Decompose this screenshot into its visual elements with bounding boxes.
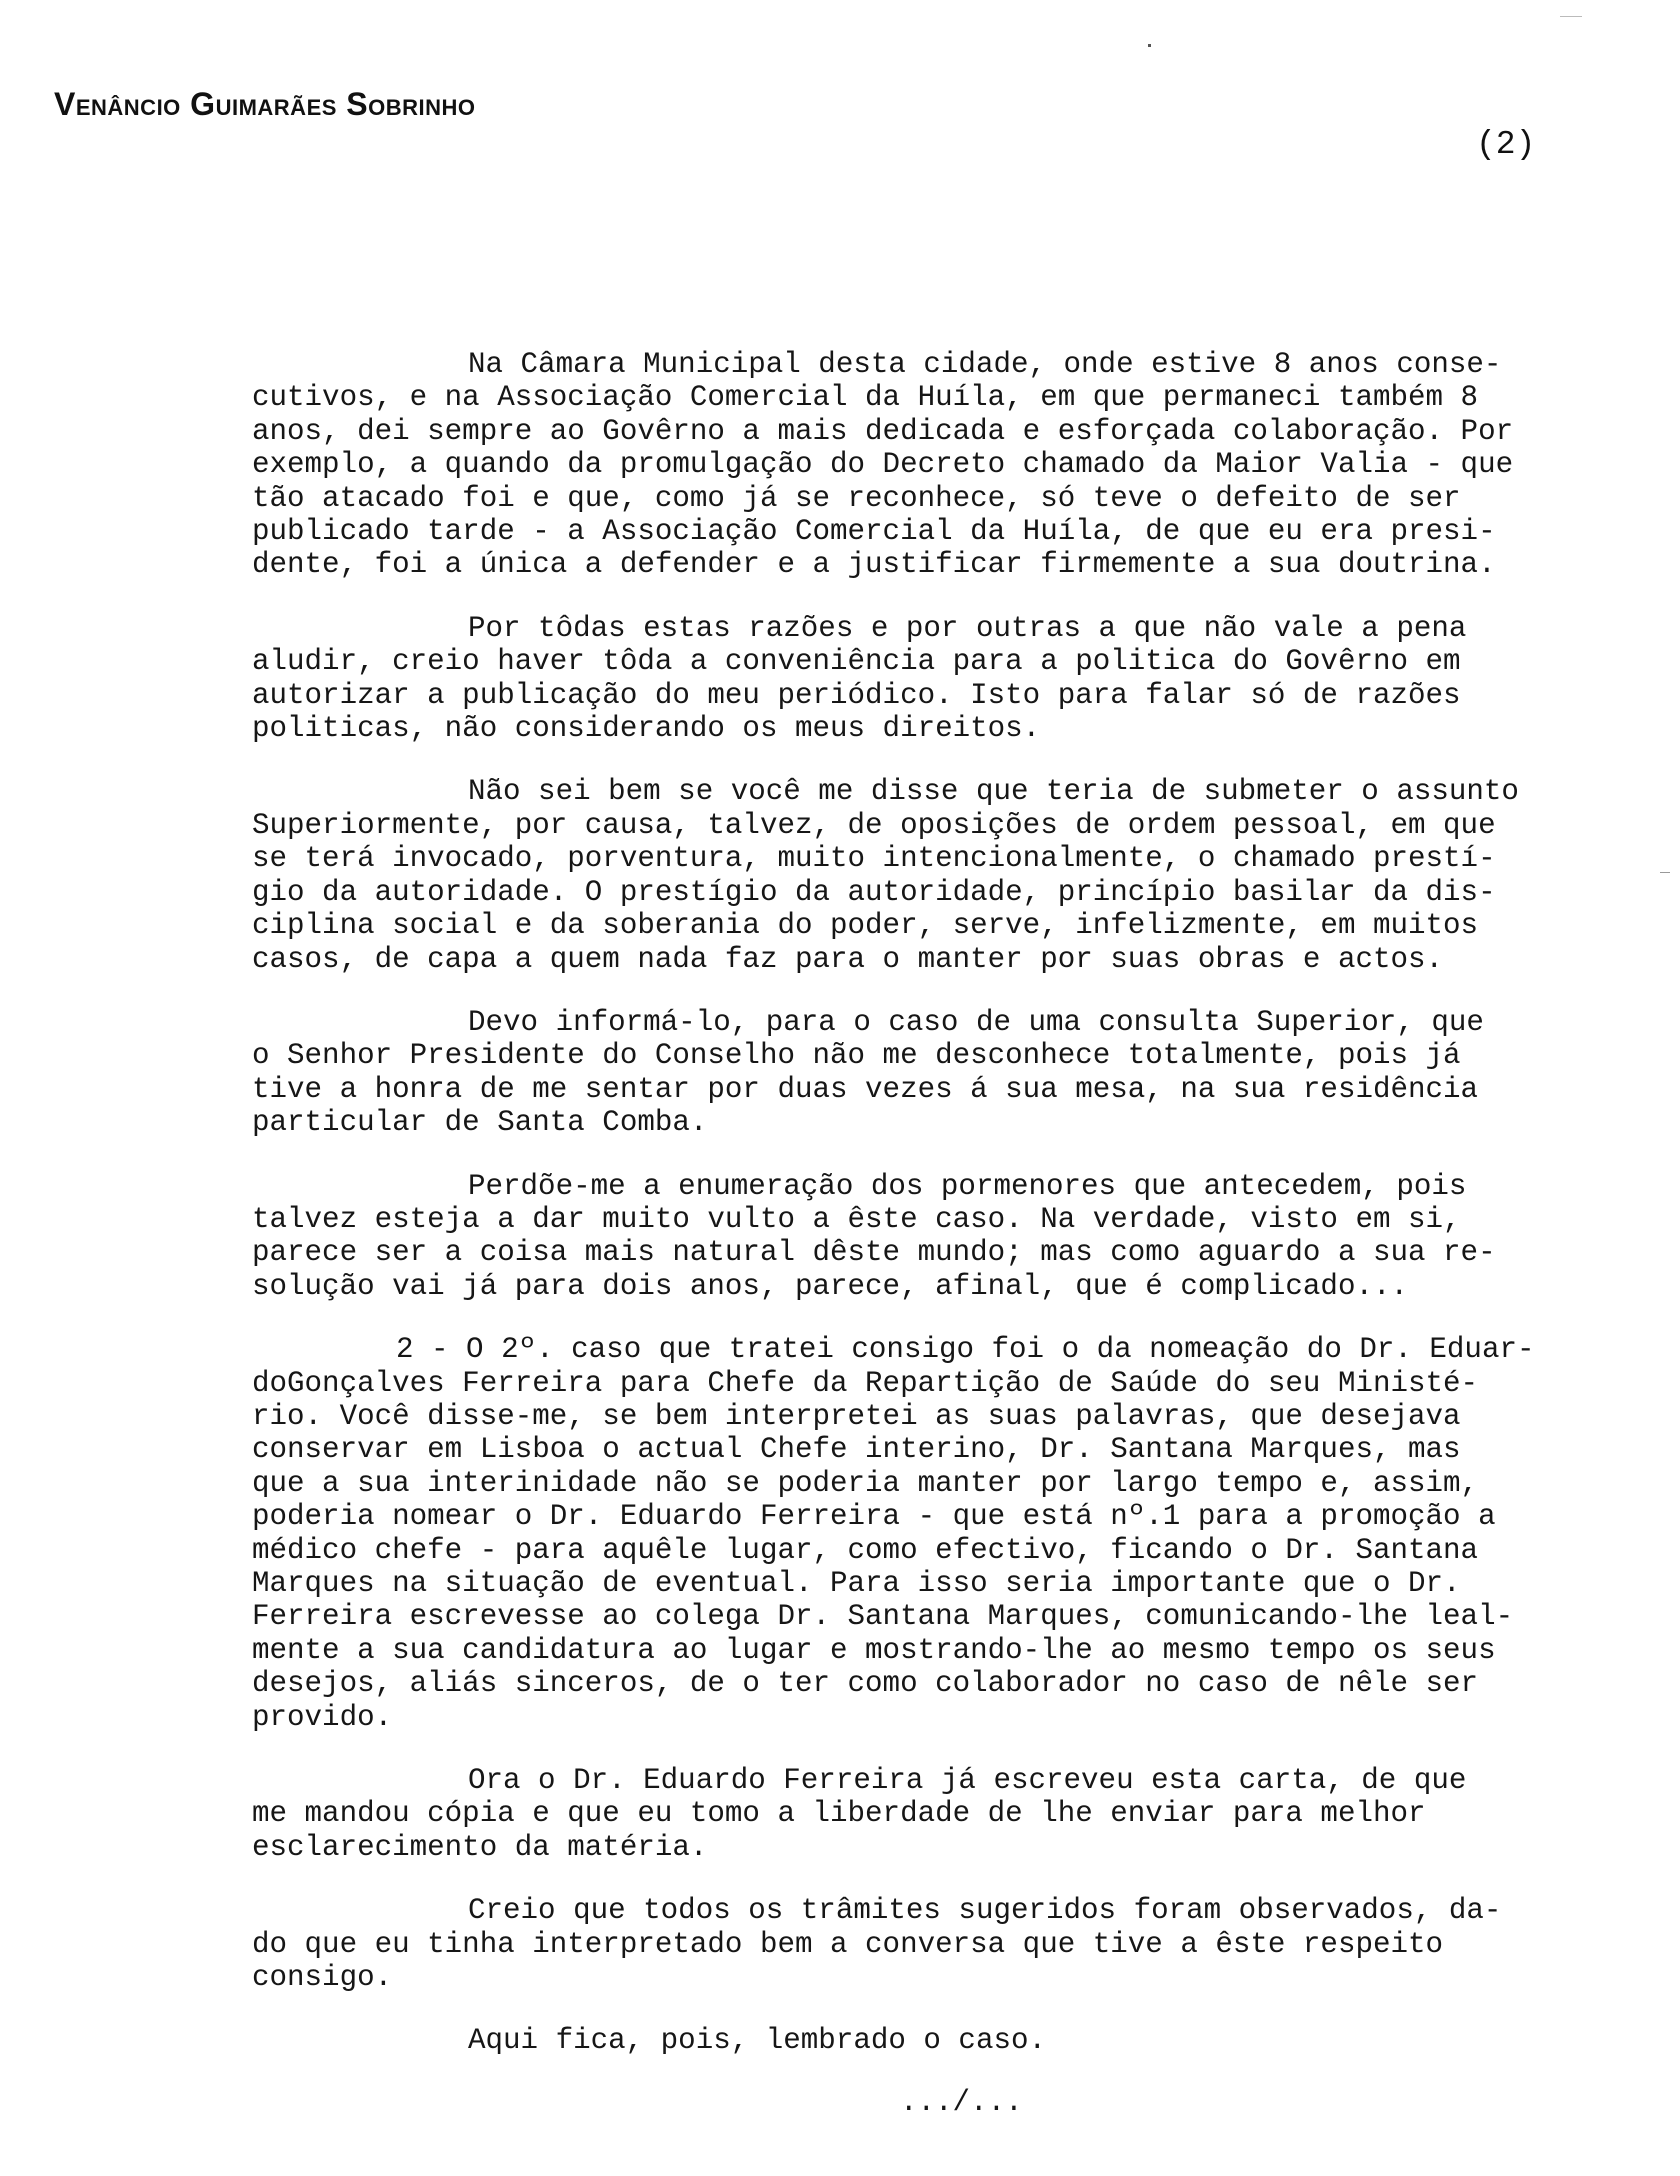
text-line: o Senhor Presidente do Conselho não me desconhece totalmente, pois já xyxy=(252,1039,1461,1073)
text-line: poderia nomear o Dr. Eduardo Ferreira - que está nº.1 para a promoção a xyxy=(252,1500,1496,1534)
text-line: Devo informá-lo, para o caso de uma consulta Superior, que xyxy=(468,1005,1484,1039)
scan-speck xyxy=(1560,16,1582,17)
text-line: rio. Você disse-me, se bem interpretei as suas palavras, que desejava xyxy=(252,1399,1461,1433)
text-line: tão atacado foi e que, como já se reconhece, só teve o defeito de ser xyxy=(252,481,1461,515)
text-line: autorizar a publicação do meu periódico. Isto para falar só de razões xyxy=(252,678,1461,712)
text-line: casos, de capa a quem nada faz para o manter por suas obras e actos. xyxy=(252,942,1444,976)
text-line: consigo. xyxy=(252,1961,393,1995)
letter-body xyxy=(252,318,1582,2058)
paragraph xyxy=(252,2024,1582,2057)
text-line: se terá invocado, porventura, muito intencionalmente, o chamado prestí- xyxy=(252,842,1496,876)
paragraph xyxy=(252,1764,1582,1864)
text-line: anos, dei sempre ao Govêrno a mais dedicada e esforçada colaboração. Por xyxy=(252,414,1514,448)
text-line: Por tôdas estas razões e por outras a que não vale a pena xyxy=(468,611,1467,645)
text-line: tive a honra de me sentar por duas vezes á sua mesa, na sua residência xyxy=(252,1072,1479,1106)
text-line: desejos, aliás sinceros, de o ter como colaborador no caso de nêle ser xyxy=(252,1667,1479,1701)
paragraph xyxy=(252,612,1582,746)
text-line: Não sei bem se você me disse que teria de submeter o assunto xyxy=(468,775,1519,809)
text-line: Creio que todos os trâmites sugeridos foram observados, da- xyxy=(468,1894,1502,1928)
text-line: do que eu tinha interpretado bem a conversa que tive a êste respeito xyxy=(252,1927,1444,1961)
text-line: gio da autoridade. O prestígio da autoridade, princípio basilar da dis- xyxy=(252,875,1496,909)
text-line: conservar em Lisboa o actual Chefe interino, Dr. Santana Marques, mas xyxy=(252,1433,1461,1467)
text-line: que a sua interinidade não se poderia manter por largo tempo e, assim, xyxy=(252,1466,1479,1500)
text-line: Marques na situação de eventual. Para isso seria importante que o Dr. xyxy=(252,1567,1461,1600)
page-number: (2) xyxy=(1476,126,1536,163)
text-line: cutivos, e na Associação Comercial da Huíla, em que permaneci também 8 xyxy=(252,381,1479,415)
text-line: dente, foi a única a defender e a justificar firmemente a sua doutrina. xyxy=(252,548,1496,582)
text-line: me mandou cópia e que eu tomo a liberdade de lhe enviar para melhor xyxy=(252,1797,1426,1831)
text-line: politicas, não considerando os meus direitos. xyxy=(252,712,1041,746)
paragraph xyxy=(252,348,1582,582)
text-line: publicado tarde - a Associação Comercial da Huíla, de que eu era presi- xyxy=(252,515,1496,549)
text-line: particular de Santa Comba. xyxy=(252,1106,708,1140)
text-line: doGonçalves Ferreira para Chefe da Repartição de Saúde do seu Ministé- xyxy=(252,1366,1479,1400)
paragraph xyxy=(252,1894,1582,1994)
text-line: ciplina social e da soberania do poder, serve, infelizmente, em muitos xyxy=(252,909,1479,943)
text-line: esclarecimento da matéria. xyxy=(252,1830,708,1864)
text-line: mente a sua candidatura ao lugar e mostrando-lhe ao mesmo tempo os seus xyxy=(252,1633,1496,1667)
paragraph xyxy=(252,1333,1582,1734)
paragraph xyxy=(252,775,1582,975)
text-line: talvez esteja a dar muito vulto a êste caso. Na verdade, visto em si, xyxy=(252,1202,1461,1236)
continuation-mark: .../... xyxy=(900,2086,1023,2119)
letterhead: Venâncio Guimarães Sobrinho xyxy=(54,86,476,122)
scan-speck xyxy=(1148,44,1151,47)
text-line: aludir, creio haver tôda a conveniência para a politica do Govêrno em xyxy=(252,645,1461,679)
text-line: 2 - O 2º. caso que tratei consigo foi o da nomeação do Dr. Eduar- xyxy=(396,1333,1535,1367)
text-line: médico chefe - para aquêle lugar, como efectivo, ficando o Dr. Santana xyxy=(252,1533,1479,1567)
text-line: Aqui fica, pois, lembrado o caso. xyxy=(468,2024,1047,2058)
text-line: Superiormente, por causa, talvez, de oposições de ordem pessoal, em que xyxy=(252,808,1496,842)
paragraph xyxy=(252,1170,1582,1304)
text-line: Ferreira escrevesse ao colega Dr. Santana Marques, comunicando-lhe leal- xyxy=(252,1600,1514,1634)
text-line: Na Câmara Municipal desta cidade, onde estive 8 anos conse- xyxy=(468,348,1502,381)
text-line: provido. xyxy=(252,1700,393,1734)
text-line: exemplo, a quando da promulgação do Decreto chamado da Maior Valia - que xyxy=(252,448,1514,482)
scan-speck xyxy=(1660,872,1670,873)
paragraph xyxy=(252,1006,1582,1140)
text-line: Ora o Dr. Eduardo Ferreira já escreveu esta carta, de que xyxy=(468,1764,1467,1798)
text-line: Perdõe-me a enumeração dos pormenores que antecedem, pois xyxy=(468,1169,1467,1203)
text-line: solução vai já para dois anos, parece, afinal, que é complicado... xyxy=(252,1269,1409,1303)
text-line: parece ser a coisa mais natural dêste mundo; mas como aguardo a sua re- xyxy=(252,1236,1496,1270)
